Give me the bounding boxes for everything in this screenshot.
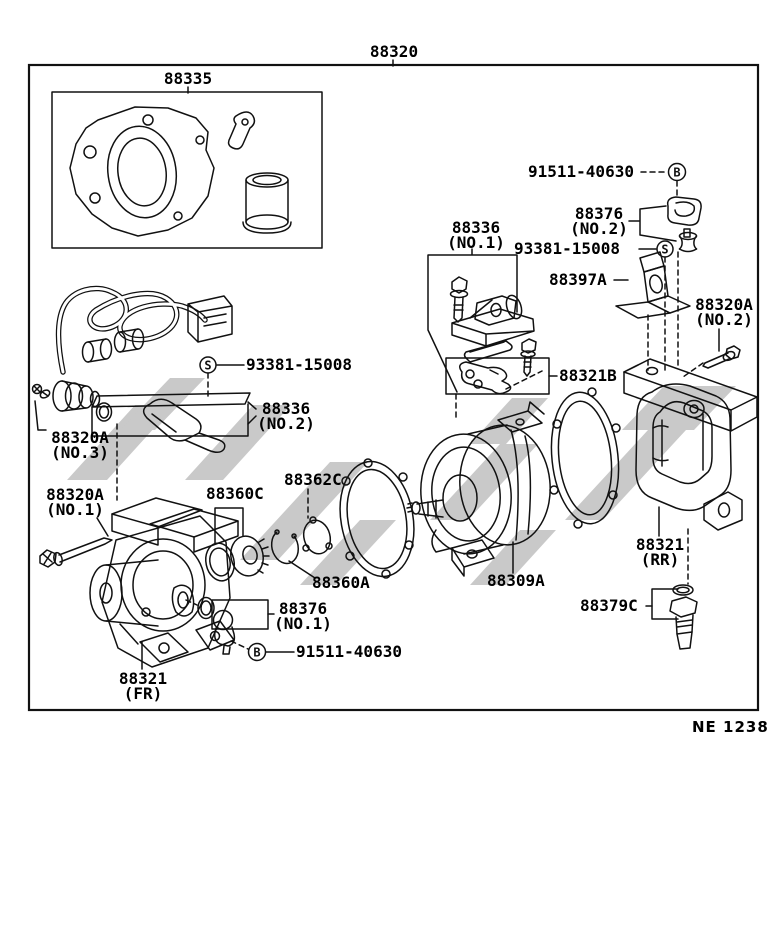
callout-88320a-no1: 88320A (NO.1) (46, 485, 104, 519)
valve-88379c-drawing (652, 585, 697, 649)
front-housing-drawing (90, 498, 238, 667)
callout-91511-top: 91511-40630 (528, 162, 634, 181)
bolt-symbol-bottom: B (253, 645, 261, 660)
callout-88309a: 88309A (487, 571, 545, 590)
gasket-kit-drawing (70, 107, 291, 236)
callout-88376-no2: 88376 (NO.2) (570, 204, 628, 238)
callout-88336-no2: 88336 (NO.2) (257, 399, 315, 433)
callout-93381-right: 93381-15008 (514, 239, 620, 258)
callout-88336-no1: 88336 (NO.1) (447, 218, 505, 252)
bolt-no2-drawing (703, 346, 740, 368)
figure-code-stamp: NE 1238 (692, 718, 769, 736)
callout-88335: 88335 (163, 69, 213, 88)
grommet-drawing (680, 233, 697, 252)
screw-symbol-right: S (661, 242, 669, 257)
screw-symbol-left: S (204, 358, 212, 373)
bolt-symbol-top: B (673, 165, 681, 180)
harness-drawing (53, 288, 232, 421)
bolt-no1-drawing (40, 538, 112, 567)
callout-88321-rr: 88321 (RR) (635, 535, 685, 569)
bracket-88397a-drawing (616, 252, 690, 318)
callout-88321-fr: 88321 (FR) (118, 669, 168, 703)
callout-88321b: 88321B (559, 366, 617, 385)
leader-lines (35, 60, 719, 669)
callout-88320a-no2: 88320A (NO.2) (695, 295, 753, 329)
callout-88379c: 88379C (580, 596, 638, 615)
callout-88362c: 88362C (284, 470, 342, 489)
callout-88320: 88320 (369, 42, 419, 61)
callout-88360a: 88360A (312, 573, 370, 592)
callout-88320a-no3: 88320A (NO.3) (51, 428, 109, 462)
callout-91511-bottom: 91511-40630 (296, 642, 402, 661)
stud-bolt-no3-drawing (33, 385, 52, 400)
callout-88360c: 88360C (206, 484, 264, 503)
callout-88397a: 88397A (549, 270, 607, 289)
clamp-no2-drawing (668, 197, 701, 237)
callout-88376-no1: 88376 (NO.1) (274, 599, 332, 633)
diagram-frame (29, 65, 758, 710)
harness-no1-assembly-drawing (428, 249, 536, 392)
callout-93381-left: 93381-15008 (246, 355, 352, 374)
